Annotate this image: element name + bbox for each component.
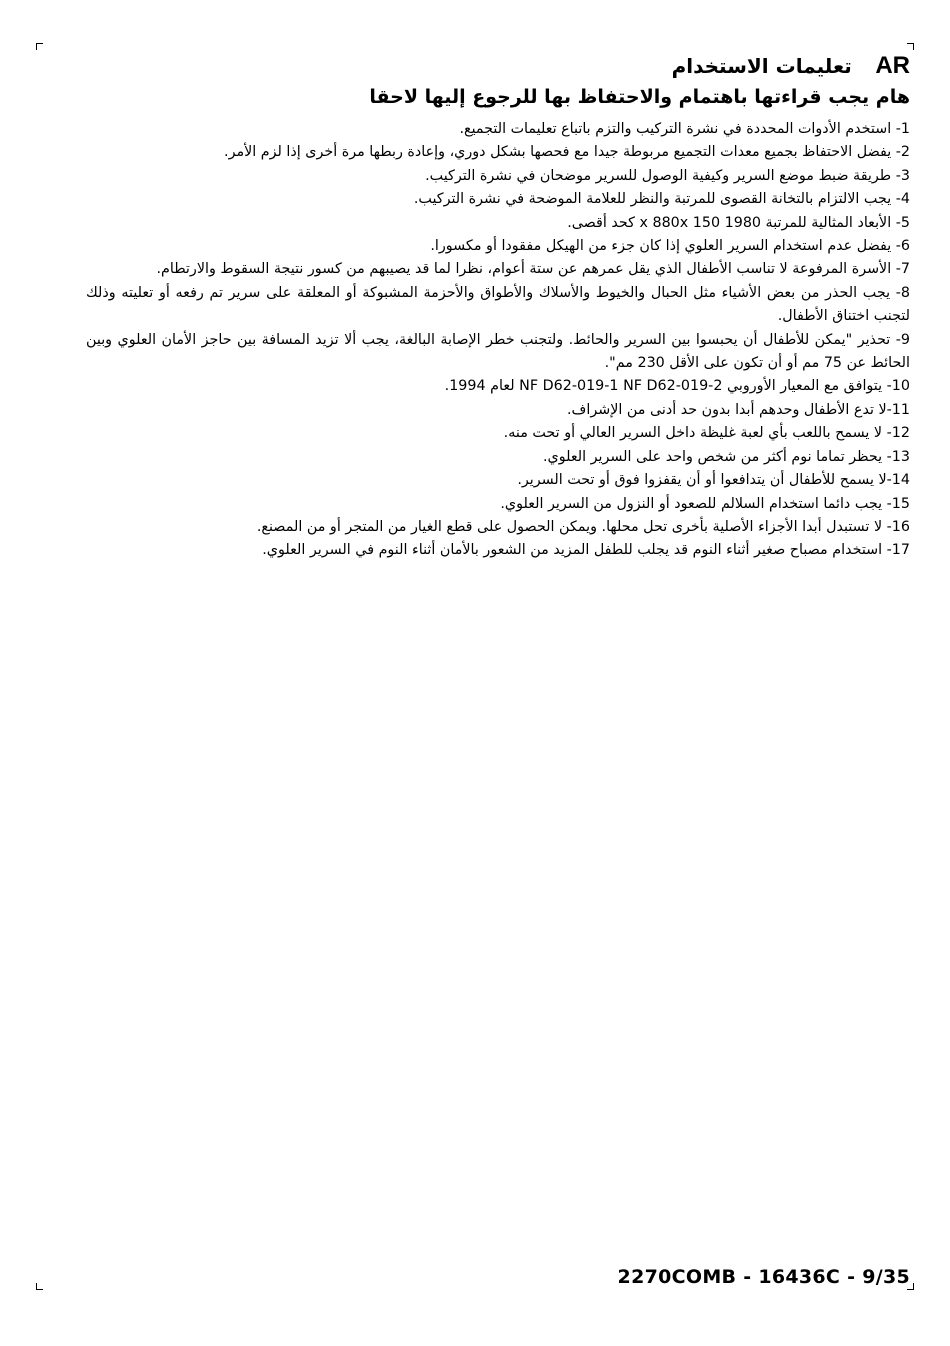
crop-mark-bottom-left [36,1283,43,1290]
instruction-list [86,118,910,563]
page-title: تعليمات الاستخدام [671,54,852,78]
instruction-item: 14-لا يسمح للأطفال أن يتدافعوا أو أن يقفزوا فوق أو تحت السرير. [517,472,910,489]
instruction-item: 16- لا تستبدل أبدا الأجزاء الأصلية بأخرى تحل محلها. ويمكن الحصول على قطع الغيار من المتجر أو من المصنع. [256,518,910,535]
page-subtitle: هام يجب قراءتها باهتمام والاحتفاظ بها للرجوع إليها لاحقا [369,86,910,108]
crop-mark-top-right [907,43,914,50]
page-heading [672,52,910,80]
instruction-item: 7- الأسرة المرفوعة لا تناسب الأطفال الذي يقل عمرهم عن ستة أعوام، نظرا لما قد يصيبهم من كسور نتيجة السقوط والارتطام. [156,261,910,278]
instruction-item: 1- استخدم الأدوات المحددة في نشرة التركيب والتزم باتباع تعليمات التجميع. [459,121,910,137]
instruction-item: 9- تحذير "يمكن للأطفال أن يحبسوا بين السرير والحائط. ولتجنب خطر الإصابة البالغة، يجب ألا تزيد المسافة بين حاجز الأمان العلوي وبين الحائط عن 75 مم أو أن تكون على الأقل 230 مم". [86,331,910,372]
page-reference: 2270COMB - 16436C - 9/35 [617,1266,910,1288]
instruction-item: 12- لا يسمح باللعب بأي لعبة غليظة داخل السرير العالي أو تحت منه. [503,425,910,442]
instruction-item: 3- طريقة ضبط موضع السرير وكيفية الوصول للسرير موضحان في نشرة التركيب. [425,167,910,184]
crop-mark-top-left [36,43,43,50]
instruction-item: 15- يجب دائما استخدام السلالم للصعود أو النزول من السرير العلوي. [500,495,910,512]
instruction-item: 17- استخدام مصباح صغير أثناء النوم قد يجلب للطفل المزيد من الشعور بالأمان أثناء النوم في السرير العلوي. [262,542,910,559]
instruction-item: 10- يتوافق مع المعيار الأوروبي NF D62-019-1 NF D62-019-2 لعام 1994. [444,378,910,395]
instruction-item: 11-لا تدع الأطفال وحدهم أبدا بدون حد أدنى من الإشراف. [567,401,910,418]
language-code: AR [875,52,910,79]
instruction-item: 5- الأبعاد المثالية للمرتبة 1980 x 880x 150 كحد أقصى. [567,214,910,231]
instruction-item: 4- يجب الالتزام بالتخانة القصوى للمرتبة والنظر للعلامة الموضحة في نشرة التركيب. [413,191,910,208]
instruction-item: 2- يفضل الاحتفاظ بجميع معدات التجميع مربوطة جيدا مع فحصها بشكل دوري، وإعادة ربطها مرة أخرى إذا لزم الأمر. [224,144,910,161]
instruction-item: 13- يحظر تماما نوم أكثر من شخص واحد على السرير العلوي. [542,448,910,465]
instruction-item: 6- يفضل عدم استخدام السرير العلوي إذا كان جزء من الهيكل مفقودا أو مكسورا. [430,238,910,255]
instruction-item: 8- يجب الحذر من بعض الأشياء مثل الحبال والخيوط والأسلاك والأطواق والأحزمة المشبوكة أو المعلقة على سرير تم رفعه أو تعليته وذلك لتجنب اختناق الأطفال. [86,284,910,325]
